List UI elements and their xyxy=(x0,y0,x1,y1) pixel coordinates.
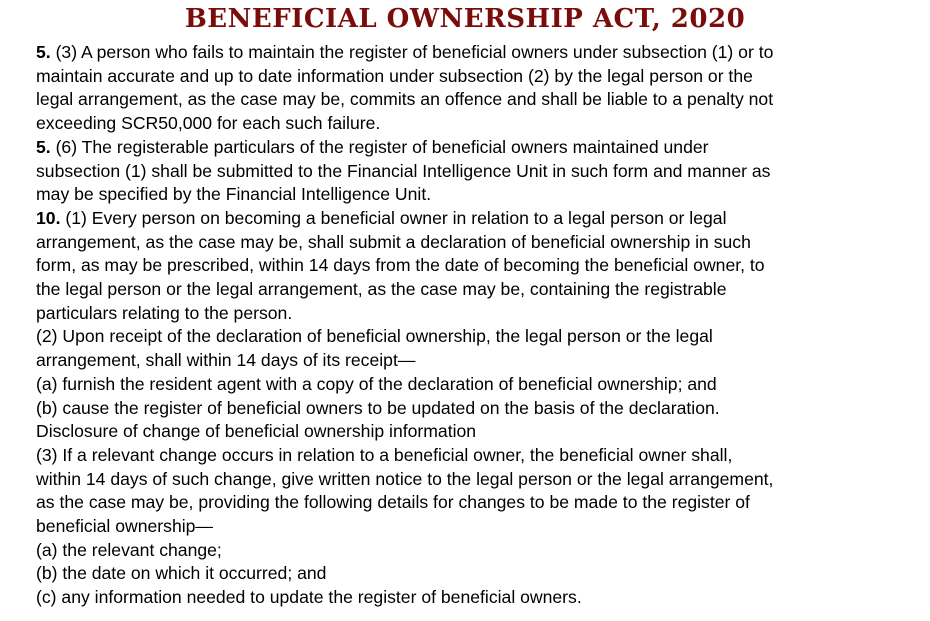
line-text: (c) any information needed to update the register of beneficial owners. xyxy=(36,587,582,608)
text-line xyxy=(36,88,916,112)
text-line xyxy=(36,41,916,65)
line-text: (a) the relevant change; xyxy=(36,539,222,560)
text-line xyxy=(36,515,916,539)
line-text: arrangement, shall within 14 days of its receipt— xyxy=(36,350,416,371)
text-line xyxy=(36,160,916,184)
line-text: legal arrangement, as the case may be, commits an offence and shall be liable to a penalty not xyxy=(36,89,774,110)
line-text: particulars relating to the person. xyxy=(36,302,293,323)
section-number: 5. xyxy=(36,136,51,157)
line-text: (3) A person who fails to maintain the register of beneficial owners under subsection (1) or to xyxy=(50,42,774,62)
text-line xyxy=(36,112,916,136)
line-text: Disclosure of change of beneficial ownership information xyxy=(36,421,477,442)
line-text: may be specified by the Financial Intelligence Unit. xyxy=(36,184,432,205)
text-line xyxy=(36,65,916,89)
text-line xyxy=(36,491,916,515)
line-text: subsection (1) shall be submitted to the Financial Intelligence Unit in such form and manner as xyxy=(36,160,771,181)
text-line xyxy=(36,254,916,278)
text-line xyxy=(36,586,916,610)
text-line xyxy=(36,562,916,586)
document-body xyxy=(36,41,916,610)
text-line xyxy=(36,420,916,444)
line-text: (2) Upon receipt of the declaration of beneficial ownership, the legal person or the legal xyxy=(36,326,713,347)
text-line xyxy=(36,136,916,160)
text-line xyxy=(36,397,916,421)
text-line xyxy=(36,444,916,468)
line-text: beneficial ownership— xyxy=(36,516,214,537)
line-text: (1) Every person on becoming a beneficial owner in relation to a legal person or legal xyxy=(60,207,727,228)
line-text: form, as may be prescribed, within 14 days from the date of becoming the beneficial owner, to xyxy=(36,255,765,276)
line-text: (a) furnish the resident agent with a copy of the declaration of beneficial ownership; and xyxy=(36,373,717,394)
line-text: the legal person or the legal arrangement, as the case may be, containing the registrable xyxy=(36,279,727,300)
text-line xyxy=(36,278,916,302)
text-line xyxy=(36,539,916,563)
line-text: (b) the date on which it occurred; and xyxy=(36,563,327,584)
line-text: (3) If a relevant change occurs in relation to a beneficial owner, the beneficial owner shall, xyxy=(36,444,733,465)
text-line xyxy=(36,207,916,231)
text-line xyxy=(36,349,916,373)
line-text: maintain accurate and up to date information under subsection (2) by the legal person or the xyxy=(36,65,753,86)
text-line xyxy=(36,325,916,349)
text-line xyxy=(36,468,916,492)
text-line xyxy=(36,183,916,207)
text-line xyxy=(36,231,916,255)
text-line xyxy=(36,302,916,326)
line-text: (6) The registerable particulars of the register of beneficial owners maintained under xyxy=(50,136,709,157)
line-text: as the case may be, providing the following details for changes to be made to the register of xyxy=(36,492,750,513)
line-text: within 14 days of such change, give written notice to the legal person or the legal arrangement, xyxy=(36,468,774,489)
section-number: 10. xyxy=(36,207,61,228)
line-text: (b) cause the register of beneficial owners to be updated on the basis of the declaration. xyxy=(36,397,720,418)
line-text: exceeding SCR50,000 for each such failure. xyxy=(36,113,381,134)
line-text: arrangement, as the case may be, shall submit a declaration of beneficial ownership in such xyxy=(36,231,751,252)
section-number: 5. xyxy=(36,42,51,62)
text-line xyxy=(36,373,916,397)
document-title: BENEFICIAL OWNERSHIP ACT, 2020 xyxy=(184,4,746,34)
